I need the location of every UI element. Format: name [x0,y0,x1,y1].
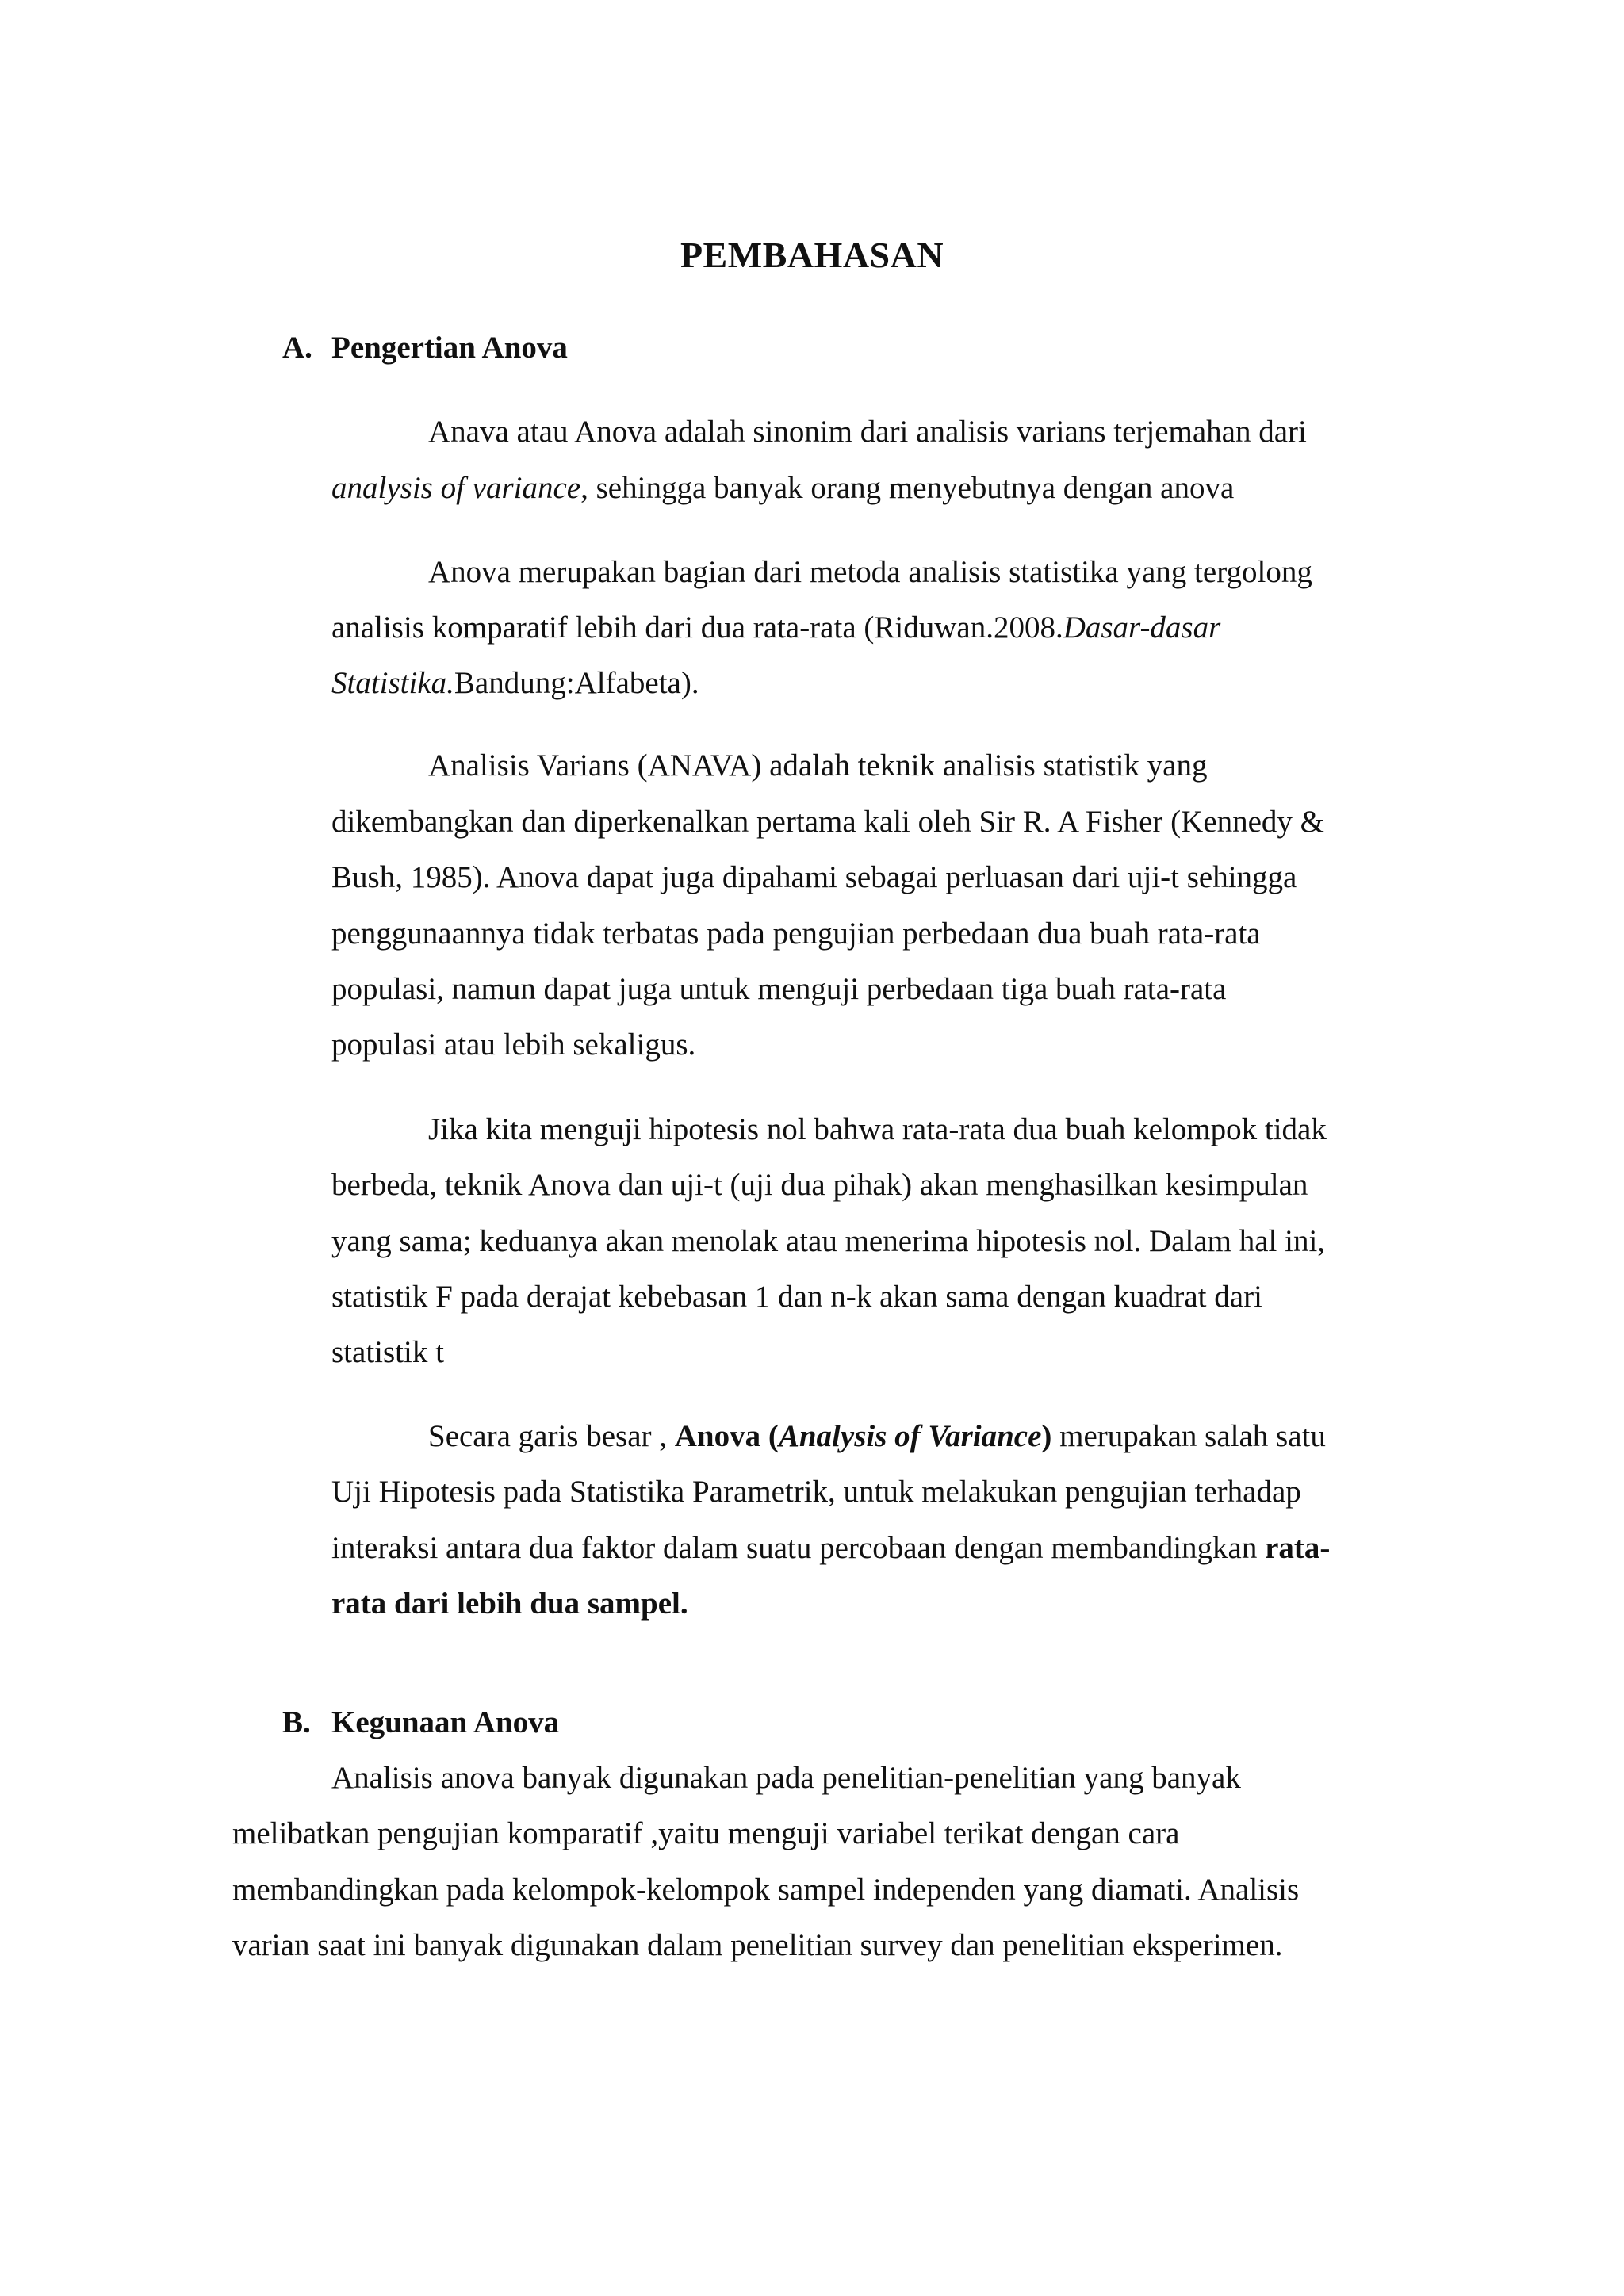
paragraph-line [331,849,1297,906]
paragraph-line [232,1805,1179,1862]
paragraph-line [331,1269,1262,1326]
paragraph-line [331,1464,1301,1521]
paragraph-line [428,737,1207,794]
text-run: populasi, namun dapat juga untuk menguji perbedaan tiga buah rata-rata [331,972,1227,1006]
bold-text: ) [1041,1419,1052,1453]
paragraph-line [232,1917,1282,1974]
paragraph-line [331,961,1226,1018]
italic-text: Statistika. [331,666,454,700]
paragraph-line [428,1408,1326,1465]
text-run: statistik t [331,1335,444,1369]
text-run: analisis komparatif lebih dari dua rata-rata (Riduwan.2008. [331,610,1063,645]
text-run: merupakan salah satu [1051,1419,1326,1453]
bold-text: rata- [1265,1531,1331,1565]
text-run: Anova merupakan bagian dari metoda analisis statistika yang tergolong [428,555,1312,589]
text-run: penggunaannya tidak terbatas pada pengujian perbedaan dua buah rata-rata [331,916,1261,951]
text-run: Anava atau Anova adalah sinonim dari analisis varians terjemahan dari [428,415,1307,449]
text-run: dikembangkan dan diperkenalkan pertama kali oleh Sir R. A Fisher (Kennedy & [331,805,1325,839]
paragraph-line [331,1575,688,1632]
paragraph-line [331,1016,695,1073]
text-run: Analisis anova banyak digunakan pada penelitian-penelitian yang banyak [331,1761,1241,1795]
paragraph-line [331,1750,1241,1807]
paragraph-line [232,1862,1299,1919]
bold-text: Anova ( [674,1419,779,1453]
text-run: , sehingga banyak orang menyebutnya dengan anova [580,471,1235,505]
paragraph-line [331,1324,444,1381]
paragraph-line [331,599,1220,656]
italic-text: Dasar-dasar [1063,610,1221,645]
section-a-title: Pengertian Anova [331,331,568,365]
text-run: varian saat ini banyak digunakan dalam penelitian survey dan penelitian eksperimen. [232,1928,1283,1962]
text-run: Jika kita menguji hipotesis nol bahwa rata-rata dua buah kelompok tidak [428,1112,1327,1146]
paragraph-line [428,544,1312,601]
paragraph-line [428,1101,1327,1158]
text-run: Bandung:Alfabeta). [454,666,699,700]
paragraph-line [331,1213,1325,1270]
text-run: Analisis Varians (ANAVA) adalah teknik analisis statistik yang [428,748,1208,783]
section-b-title: Kegunaan Anova [331,1705,560,1739]
text-run: yang sama; keduanya akan menolak atau menerima hipotesis nol. Dalam hal ini, [331,1224,1326,1258]
text-run: membandingkan pada kelompok-kelompok sampel independen yang diamati. Analisis [232,1873,1300,1907]
bold-text: rata dari lebih dua sampel. [331,1586,688,1621]
text-run: populasi atau lebih sekaligus. [331,1027,696,1062]
paragraph-line [331,905,1261,962]
text-run: Secara garis besar , [428,1419,675,1453]
bold-italic-text: Analysis of Variance [778,1419,1042,1453]
paragraph-line [331,1520,1330,1577]
text-run: statistik F pada derajat kebebasan 1 dan n-k akan sama dengan kuadrat dari [331,1280,1262,1314]
paragraph-line [331,794,1324,851]
paragraph-line [331,460,1234,517]
paragraph-line [331,655,699,712]
section-b-letter: B. [282,1705,311,1739]
section-a-heading [282,320,568,377]
page-title: PEMBAHASAN [680,235,944,275]
paragraph-line [331,1157,1308,1214]
italic-text: analysis of variance [331,471,581,505]
text-run: melibatkan pengujian komparatif ,yaitu menguji variabel terikat dengan cara [232,1816,1180,1850]
section-b-heading [282,1694,559,1751]
text-run: berbeda, teknik Anova dan uji-t (uji dua pihak) akan menghasilkan kesimpulan [331,1168,1308,1202]
text-run: Uji Hipotesis pada Statistika Parametrik, untuk melakukan pengujian terhadap [331,1475,1301,1509]
text-run: Bush, 1985). Anova dapat juga dipahami sebagai perluasan dari uji-t sehingga [331,860,1297,894]
paragraph-line [428,404,1307,461]
text-run: interaksi antara dua faktor dalam suatu percobaan dengan membandingkan [331,1531,1266,1565]
section-a-letter: A. [282,331,312,365]
